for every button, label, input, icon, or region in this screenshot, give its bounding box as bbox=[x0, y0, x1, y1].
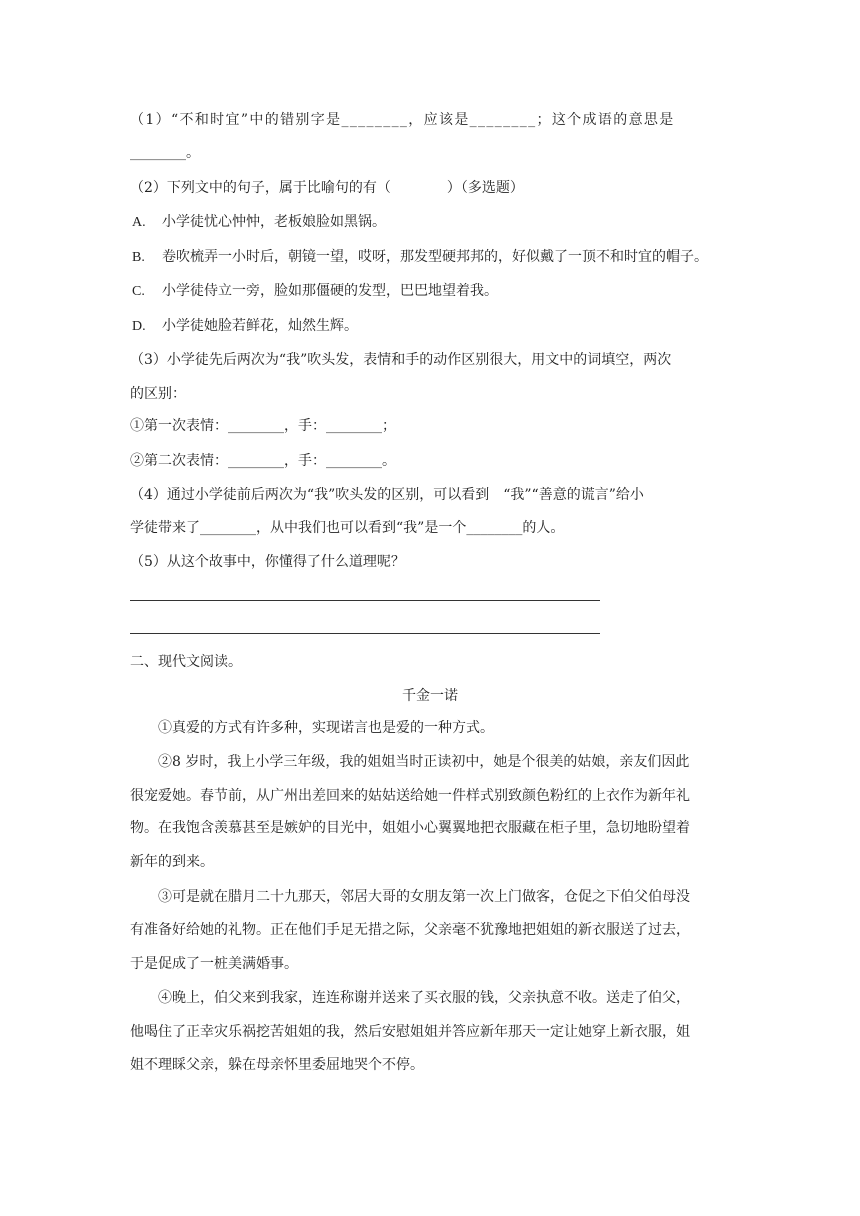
question-5: （5）从这个故事中，你懂得了什么道理呢？ bbox=[130, 554, 405, 570]
passage-line: ②8 岁时，我上小学三年级，我的姐姐当时正读初中，她是个很美的姑娘，亲友们因此 bbox=[158, 754, 690, 770]
passage-line: 物。在我饱含羡慕甚至是嫉妒的目光中，姐姐小心翼翼地把衣服藏在柜子里，急切地盼望着 bbox=[130, 820, 690, 836]
question-3-first: ①第一次表情：________，手：________； bbox=[130, 418, 396, 434]
passage-line: 新年的到来。 bbox=[130, 854, 214, 870]
option-letter: A. bbox=[132, 215, 146, 230]
passage-line: 很宠爱她。春节前，从广州出差回来的姑姑送给她一件样式别致颜色粉红的上衣作为新年礼 bbox=[130, 788, 690, 804]
passage-line: 有准备好给她的礼物。正在他们手足无措之际，父亲毫不犹豫地把姐姐的新衣服送了过去， bbox=[130, 922, 690, 938]
passage-line: 姐不理睬父亲，躲在母亲怀里委屈地哭个不停。 bbox=[130, 1057, 424, 1073]
passage-line: ③可是就在腊月二十九那天，邻居大哥的女朋友第一次上门做客，仓促之下伯父伯母没 bbox=[158, 889, 690, 905]
question-4-line-2: 学徒带来了________，从中我们也可以看到“我”是一个________的人。 bbox=[130, 520, 565, 536]
option-letter: D. bbox=[132, 319, 146, 334]
option-letter: B. bbox=[132, 250, 145, 265]
option-text: 卷吹梳弄一小时后，朝镜一望，哎呀，那发型硬邦邦的，好似戴了一顶不和时宜的帽子。 bbox=[162, 249, 708, 265]
option-b bbox=[132, 247, 708, 268]
passage-line: 于是促成了一桩美满婚事。 bbox=[130, 956, 298, 972]
passage-line: 他喝住了正幸灾乐祸挖苦姐姐的我，然后安慰姐姐并答应新年那天一定让她穿上新衣服，姐 bbox=[130, 1024, 690, 1040]
answer-line bbox=[130, 600, 600, 601]
answer-line bbox=[130, 633, 600, 634]
passage-line: ④晚上，伯父来到我家，连连称谢并送来了买衣服的钱，父亲执意不收。送走了伯父， bbox=[158, 990, 690, 1006]
option-letter: C. bbox=[132, 284, 145, 299]
option-a bbox=[132, 212, 386, 233]
question-3-line-1: （3）小学徒先后两次为“我”吹头发，表情和手的动作区别很大，用文中的词填空，两次 bbox=[130, 352, 672, 368]
question-4-line-1: （4）通过小学徒前后两次为“我”吹头发的区别，可以看到 “我”“善意的谎言”给小 bbox=[130, 487, 644, 503]
passage-title: 千金一诺 bbox=[402, 688, 458, 704]
question-1-line-2: ________。 bbox=[130, 145, 200, 161]
option-d bbox=[132, 316, 358, 337]
question-3-second: ②第二次表情：________，手：________。 bbox=[130, 453, 396, 469]
option-text: 小学徒她脸若鲜花，灿然生辉。 bbox=[162, 318, 358, 334]
option-c bbox=[132, 281, 498, 302]
section-heading: 二、现代文阅读。 bbox=[130, 654, 242, 670]
question-2-stem: （2）下列文中的句子，属于比喻句的有（ ）（多选题） bbox=[130, 180, 524, 196]
question-3-line-2: 的区别： bbox=[130, 386, 186, 402]
option-text: 小学徒忧心忡忡，老板娘脸如黑锅。 bbox=[162, 214, 386, 230]
option-text: 小学徒侍立一旁，脸如那僵硬的发型，巴巴地望着我。 bbox=[162, 283, 498, 299]
question-1-line-1: （1）“不和时宜”中的错别字是________，应该是________；这个成语的意思是 bbox=[130, 112, 675, 128]
passage-line: ①真爱的方式有许多种，实现诺言也是爱的一种方式。 bbox=[158, 720, 494, 736]
